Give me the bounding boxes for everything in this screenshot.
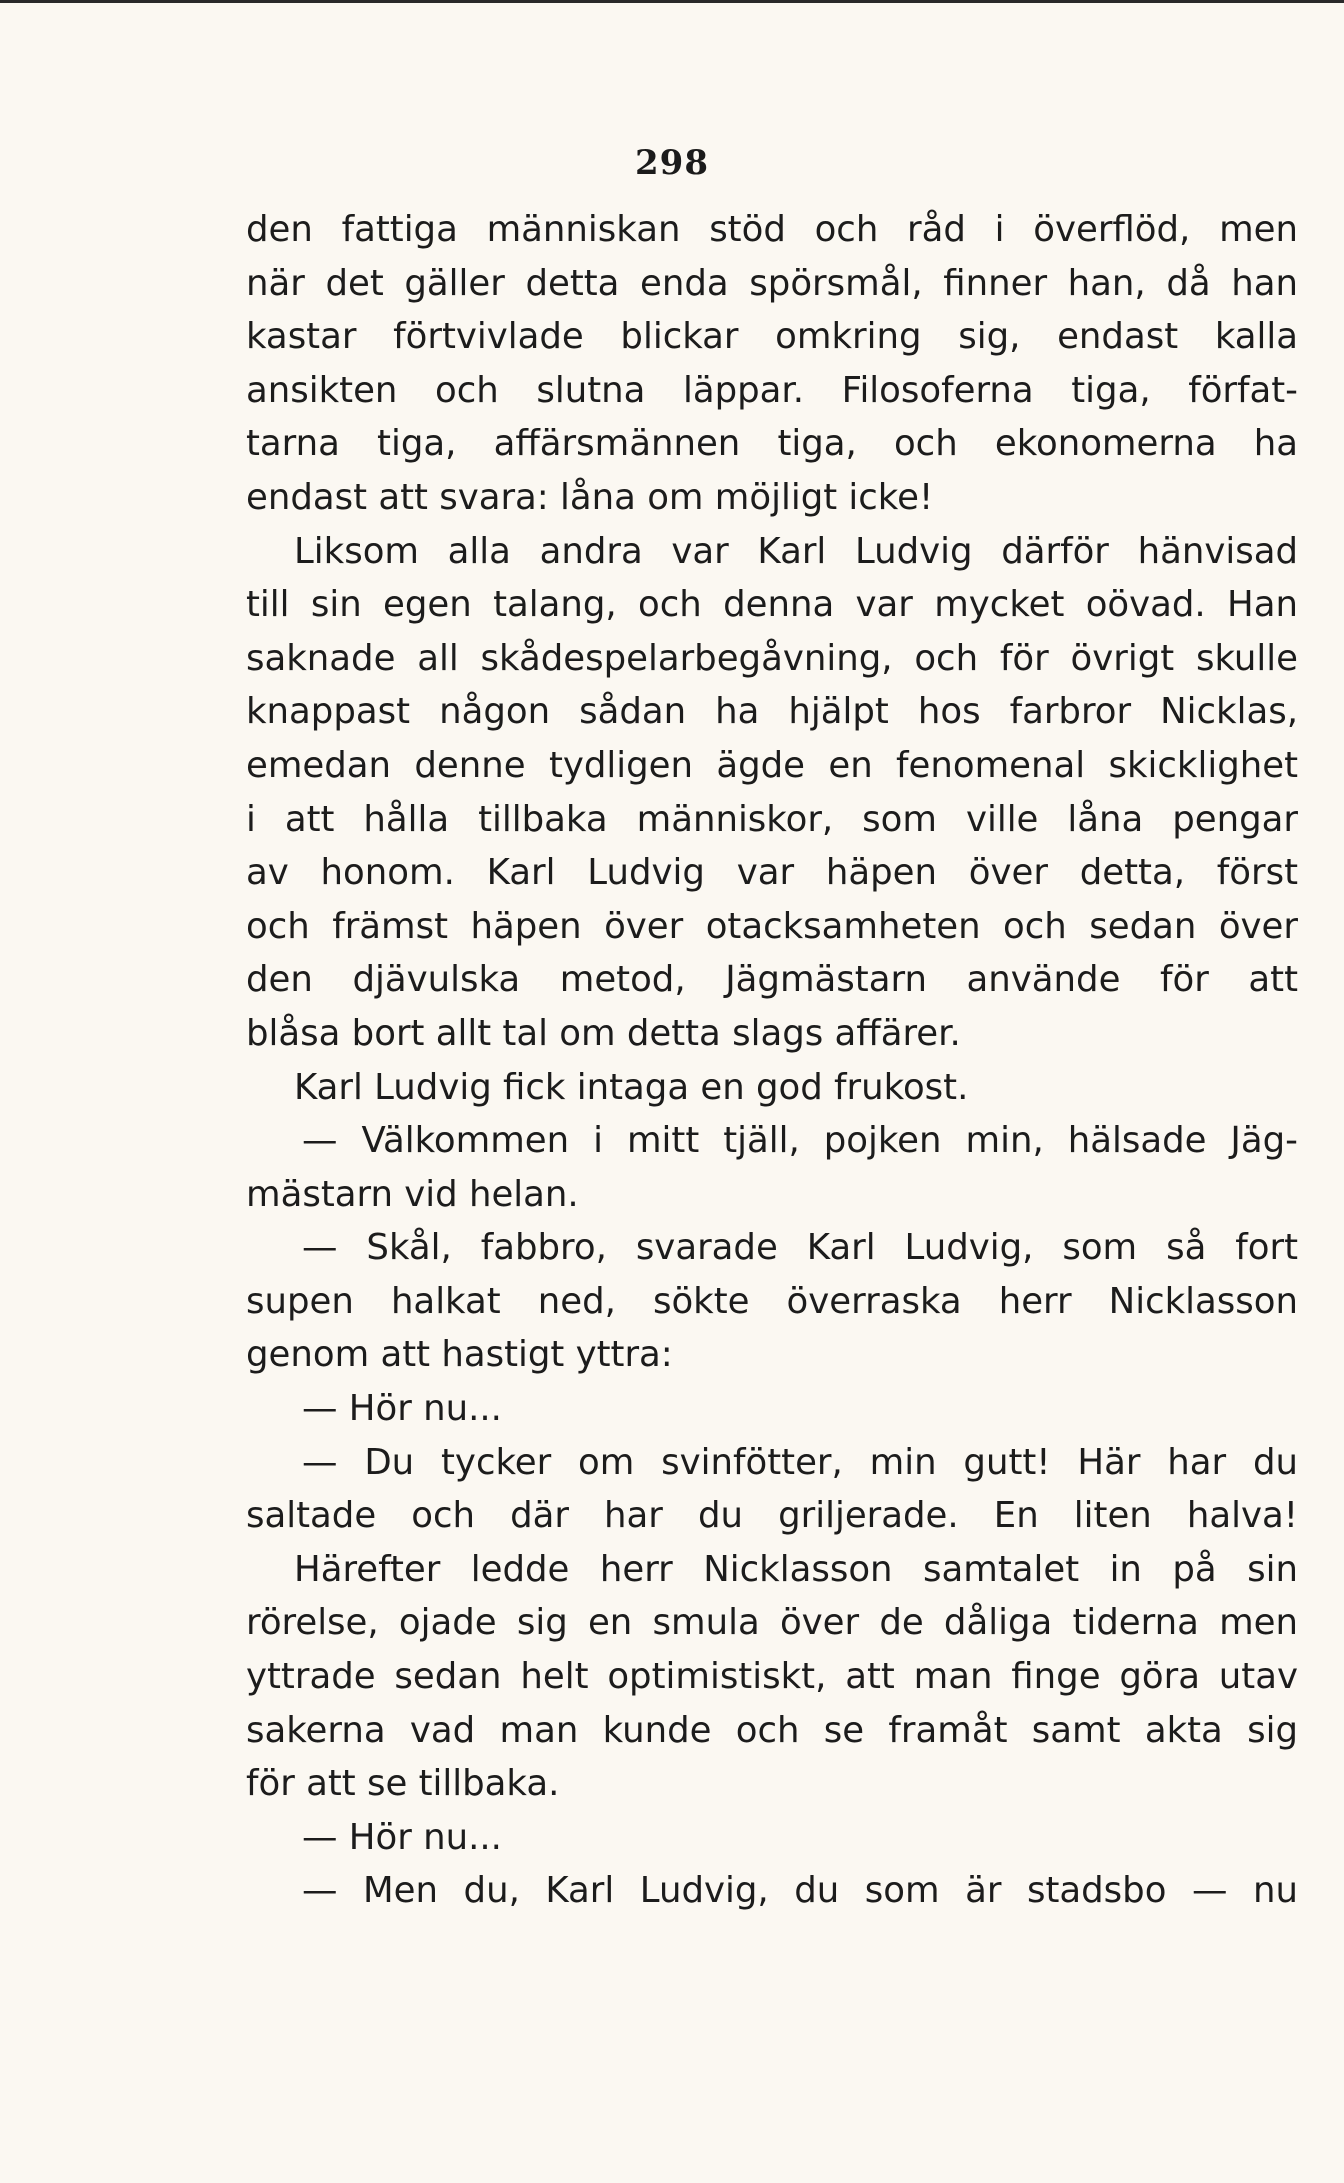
text-line: — Välkommen i mitt tjäll, pojken min, hälsade Jäg- [302, 1120, 1298, 1162]
text-line: yttrade sedan helt optimistiskt, att man finge göra utav [246, 1656, 1298, 1698]
text-line: Liksom alla andra var Karl Ludvig därför hänvisad [294, 530, 1298, 572]
text-body [246, 203, 1298, 1918]
text-line: — Skål, fabbro, svarade Karl Ludvig, som så fort [302, 1227, 1298, 1269]
text-line: supen halkat ned, sökte överraska herr Nicklasson [246, 1280, 1298, 1322]
text-line: sakerna vad man kunde och se framåt samt akta sig [246, 1709, 1298, 1751]
text-line: — Hör nu... [302, 1816, 502, 1858]
text-line: — Du tycker om svinfötter, min gutt! Här har du [302, 1441, 1298, 1483]
text-line: för att se tillbaka. [246, 1763, 560, 1805]
text-line: den fattiga människan stöd och råd i överflöd, men [246, 209, 1298, 250]
text-line: knappast någon sådan ha hjälpt hos farbror Nicklas, [246, 691, 1298, 733]
text-line: i att hålla tillbaka människor, som ville låna pengar [246, 798, 1298, 840]
text-line: kastar förtvivlade blickar omkring sig, endast kalla [246, 316, 1298, 358]
text-line: — Men du, Karl Ludvig, du som är stadsbo — nu [302, 1870, 1298, 1912]
text-line: rörelse, ojade sig en smula över de dåliga tiderna men [246, 1602, 1298, 1644]
text-line: genom att hastigt yttra: [246, 1334, 673, 1376]
page-number: 298 [635, 143, 709, 183]
text-line: saknade all skådespelarbegåvning, och för övrigt skulle [246, 637, 1298, 679]
text-line: den djävulska metod, Jägmästarn använde för att [246, 959, 1298, 1001]
text-line: saltade och där har du griljerade. En liten halva! [246, 1495, 1298, 1537]
text-line: tarna tiga, affärsmännen tiga, och ekonomerna ha [246, 423, 1298, 465]
text-line: Härefter ledde herr Nicklasson samtalet in på sin [294, 1548, 1298, 1590]
text-line: och främst häpen över otacksamheten och sedan över [246, 905, 1298, 947]
text-line: till sin egen talang, och denna var mycket oövad. Han [246, 584, 1298, 626]
text-line: av honom. Karl Ludvig var häpen över detta, först [246, 852, 1298, 894]
text-line: emedan denne tydligen ägde en fenomenal skicklighet [246, 744, 1298, 786]
text-line: blåsa bort allt tal om detta slags affärer. [246, 1012, 961, 1054]
text-line: endast att svara: låna om möjligt icke! [246, 476, 934, 518]
text-line: ansikten och slutna läppar. Filosoferna tiga, förfat- [246, 369, 1298, 411]
text-line: när det gäller detta enda spörsmål, finner han, då han [246, 262, 1298, 304]
text-line: — Hör nu... [302, 1388, 502, 1430]
text-line: Karl Ludvig fick intaga en god frukost. [294, 1066, 969, 1108]
text-line: mästarn vid helan. [246, 1173, 579, 1215]
